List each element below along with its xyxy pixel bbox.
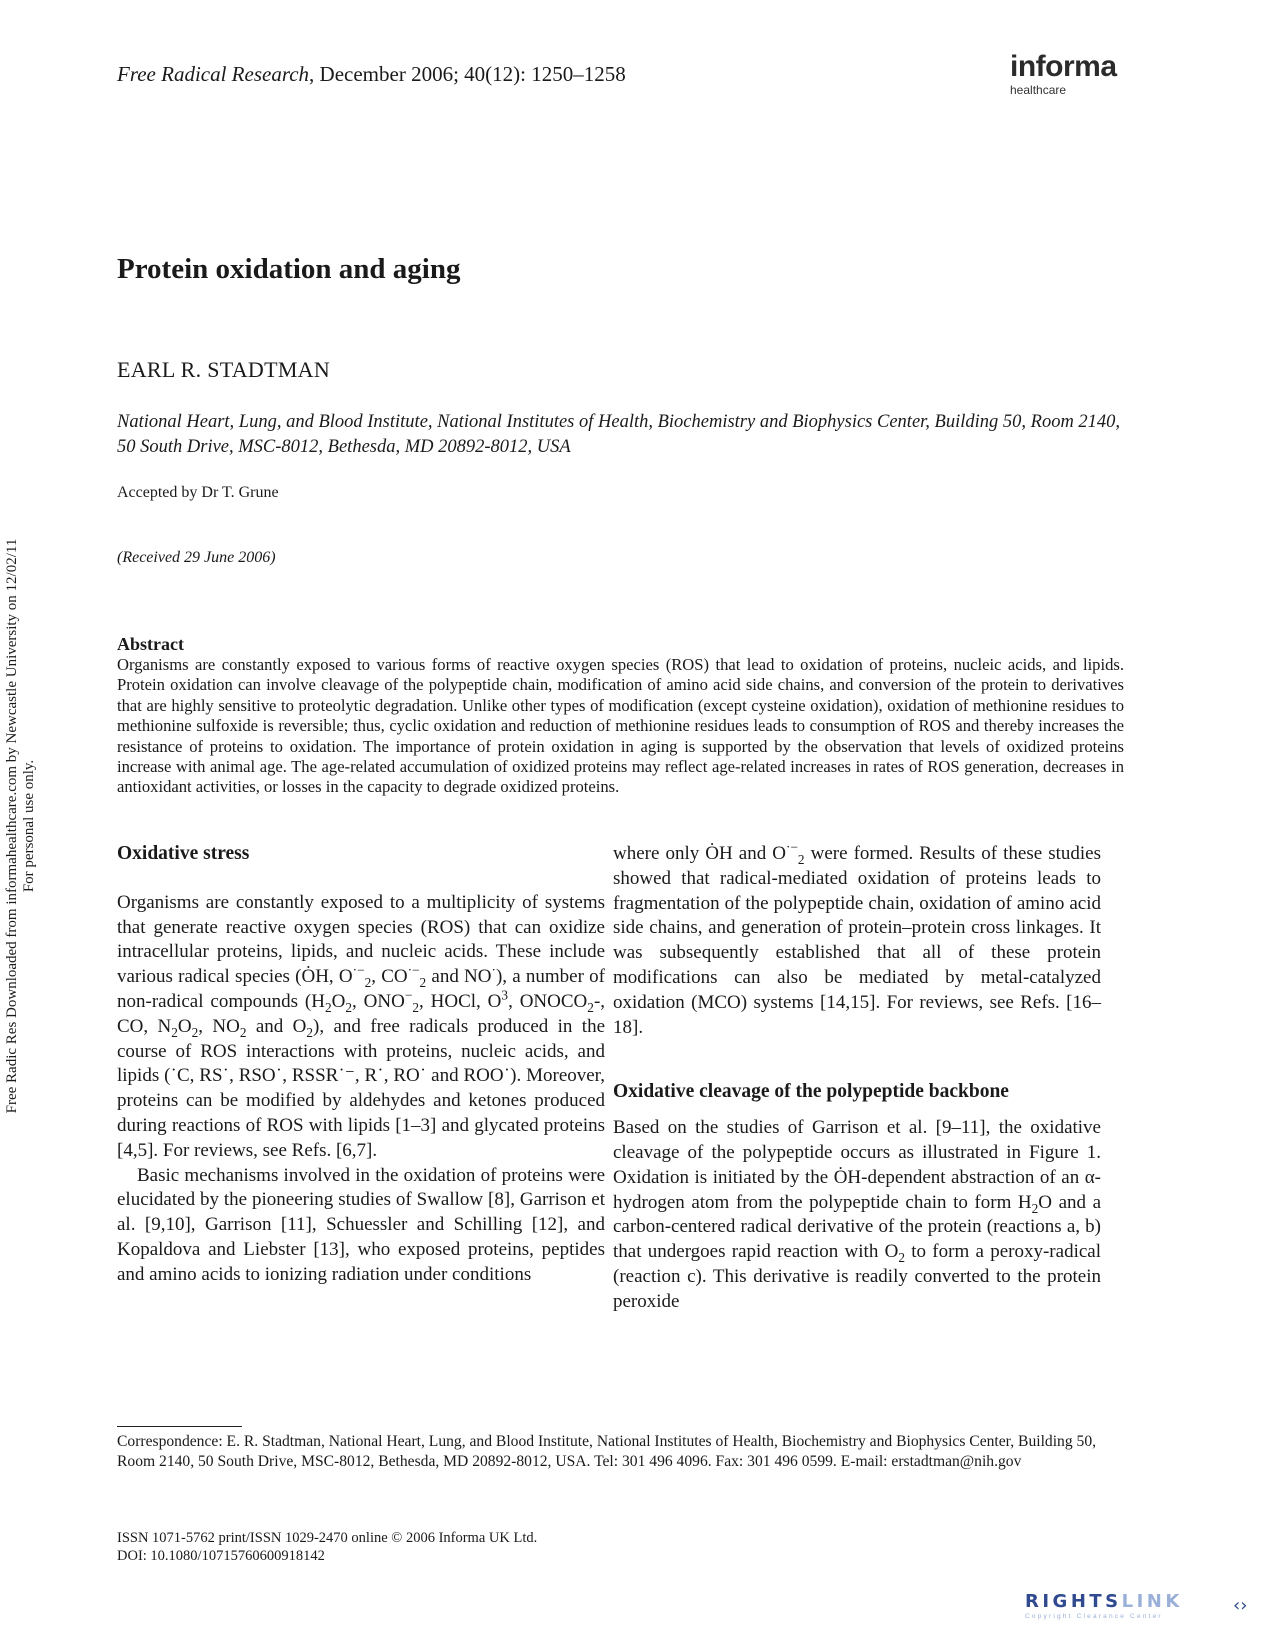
footnote-rule: [117, 1426, 242, 1427]
section-heading-oxidative-stress: Oxidative stress: [117, 843, 250, 864]
author-affiliation: National Heart, Lung, and Blood Institute, National Institutes of Health, Biochemistry and Biophysics Center, Building 50, Room 2140, 50 South Drive, MSC-8012, Bethesda, MD 20892-8012, USA: [117, 412, 1121, 457]
journal-name: Free Radical Research: [117, 62, 310, 86]
download-notice: [4, 506, 38, 1146]
abstract-text: Organisms are constantly exposed to various forms of reactive oxygen species (ROS) that lead to oxidation of proteins, nucleic acids, and lipids. Protein oxidation can involve cleavage of the polypeptide chain, modification of amino acid side chains, and conversion of the protein to derivatives that are highly sensitive to proteolytic degradation. Unlike other types of modification (except cysteine oxidation), oxidation of methionine residues to methionine sulfoxide is reversible; thus, cyclic oxidation and reduction of methionine residues leads to consumption of ROS and thereby increases the resistance of proteins to oxidation. The importance of protein oxidation in aging is supported by the observation that levels of oxidized proteins increase with animal age. The age-related accumulation of oxidized proteins may reflect age-related increases in rates of ROS generation, decreases in antioxidant activities, or losses in the capacity to degrade oxidized proteins.: [117, 655, 1124, 797]
section-heading-oxidative-cleavage: Oxidative cleavage of the polypeptide backbone: [613, 1081, 1009, 1103]
body-right-column: [613, 839, 1101, 1315]
received-date: (Received 29 June 2006): [117, 549, 276, 566]
paragraph: where only ȮH and $O^{\cdot-}_2$ were formed. Results of these studies showed that radical-mediated oxidation of proteins leads to fragmentation of the polypeptide chain, oxidation of amino acid side chains, and generation of protein–protein cross linkages. It was subsequently established that all of these protein modifications can also be mediated by metal-catalyzed oxidation (MCO) systems [14,15]. For reviews, see Refs. [16–18].: [613, 839, 1101, 1038]
rightslink-arrow-icon: ‹›: [1233, 1595, 1248, 1616]
download-notice-line2: For personal use only.: [21, 759, 37, 893]
rightslink-subtitle: Copyright Clearance Center: [1025, 1613, 1163, 1620]
download-sidebar: [0, 0, 50, 1651]
author-name: EARL R. STADTMAN: [117, 357, 331, 382]
logo-main-text: informa: [1010, 50, 1117, 83]
rightslink-logo[interactable]: [1025, 1592, 1250, 1630]
doi-line: DOI: 10.1080/10715760600918142: [117, 1547, 325, 1564]
accepted-by: Accepted by Dr T. Grune: [117, 484, 279, 501]
issn-line: ISSN 1071-5762 print/ISSN 1029-2470 online © 2006 Informa UK Ltd.: [117, 1530, 538, 1546]
journal-details: , December 2006; 40(12): 1250–1258: [309, 62, 626, 86]
abstract-heading: Abstract: [117, 634, 184, 654]
download-notice-line1: Free Radic Res Downloaded from informahealthcare.com by Newcastle University on 12/02/11: [4, 538, 20, 1114]
correspondence-footnote: Correspondence: E. R. Stadtman, National Heart, Lung, and Blood Institute, National Institutes of Health, Biochemistry and Biophysics Center, Building 50, Room 2140, 50 South Drive, MSC-8012, Bethesda, MD 20892-8012, USA. Tel: 301 496 4096. Fax: 301 496 0599. E-mail: erstadtman@nih.gov: [117, 1433, 1097, 1470]
rightslink-wordmark: RIGHTSLINK: [1025, 1591, 1183, 1612]
issn-block: [117, 1530, 537, 1565]
paragraph: Organisms are constantly exposed to a multiplicity of systems that generate reactive oxygen species (ROS) that can oxidize intracellular proteins, lipids, and nucleic acids. These include various radical species (ȮH, $O^{\cdot-}_2$, $CO^{\cdot-}_2$ and NO·), a number of non-radical compounds ($H_2O_2$, $ONO^-_2$, HOCl, $O^3$, $ONOCO_2-$, CO, $N_2O_2$, $NO_2$ and $O_2$), and free radicals produced in the course of ROS interactions with proteins, nucleic acids, and lipids (˙C, RS˙, RSO˙, RSSR˙⁻, R˙, RO˙ and ROO˙). Moreover, proteins can be modified by aldehydes and ketones produced during reactions of ROS with lipids [1–3] and glycated proteins [4,5]. For reviews, see Refs. [6,7].: [117, 891, 606, 1161]
body-left-column: [117, 842, 605, 1288]
paragraph: Based on the studies of Garrison et al. [9–11], the oxidative cleavage of the polypeptide occurs as illustrated in Figure 1. Oxidation is initiated by the ȮH-dependent abstraction of an α-hydrogen atom from the polypeptide chain to form $H_2O$ and a carbon-centered radical derivative of the protein (reactions a, b) that undergoes rapid reaction with $O_2$ to form a peroxy-radical (reaction c). This derivative is readily converted to the protein peroxide: [613, 1117, 1101, 1312]
paragraph: Basic mechanisms involved in the oxidation of proteins were elucidated by the pioneering studies of Swallow [8], Garrison et al. [9,10], Garrison [11], Schuessler and Schilling [12], and Kopaldova and Liebster [13], who exposed proteins, peptides and amino acids to ionizing radiation under conditions: [117, 1164, 605, 1285]
informa-logo: [1010, 52, 1125, 97]
journal-citation: [117, 62, 626, 87]
logo-sub-text: healthcare: [1010, 83, 1067, 97]
article-title: Protein oxidation and aging: [117, 253, 461, 285]
